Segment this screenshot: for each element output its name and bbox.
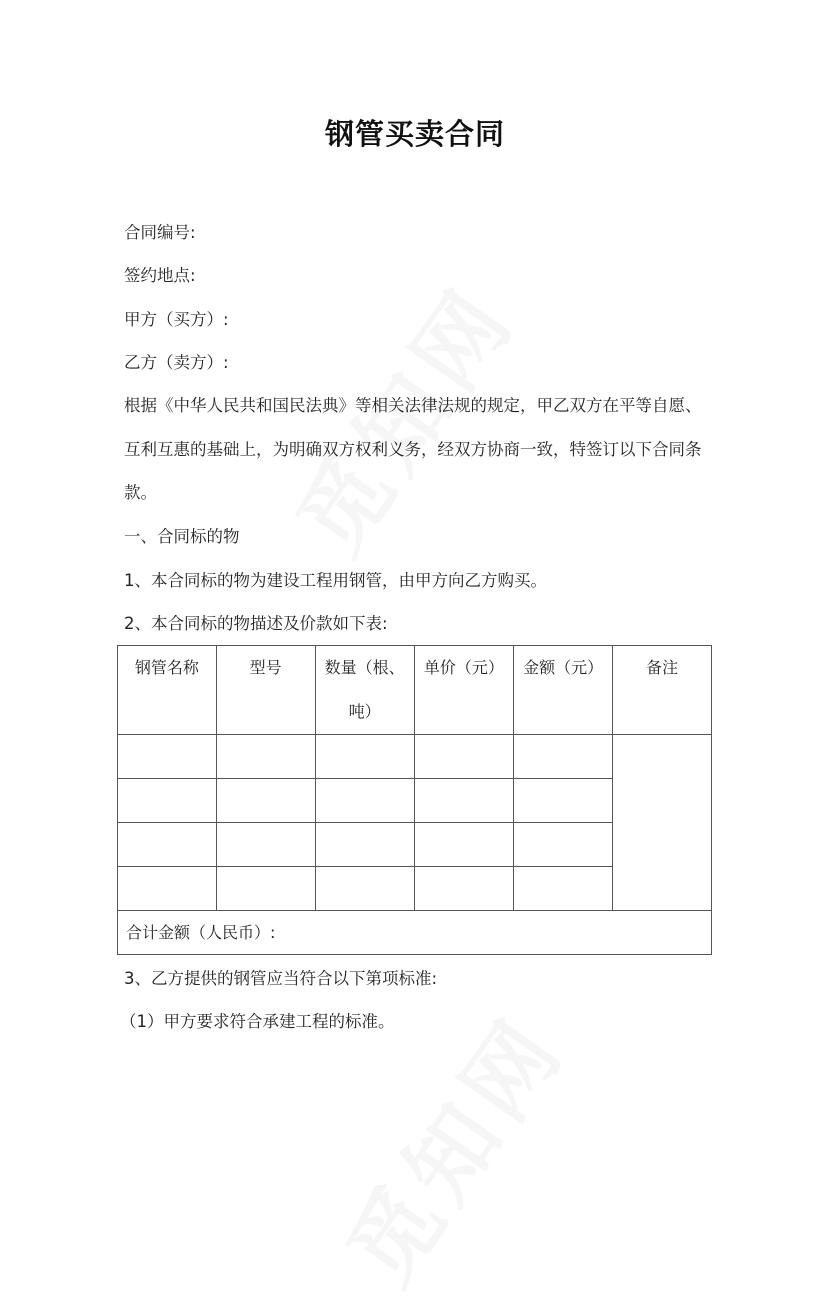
cell bbox=[513, 823, 612, 867]
header-text: 钢管名称 bbox=[134, 658, 199, 677]
total-amount-label: 合计金额（人民币）: bbox=[118, 911, 712, 955]
cell bbox=[315, 779, 414, 823]
cell bbox=[216, 779, 315, 823]
cell bbox=[315, 823, 414, 867]
cell bbox=[315, 867, 414, 911]
cell bbox=[216, 735, 315, 779]
cell bbox=[513, 867, 612, 911]
header-cell bbox=[118, 646, 217, 735]
header-text: 型号 bbox=[249, 658, 282, 677]
goods-table bbox=[117, 645, 712, 955]
party-b-field: 乙方（卖方）: bbox=[124, 353, 229, 372]
clause-2: 2、本合同标的物描述及价款如下表: bbox=[124, 614, 388, 633]
header-cell bbox=[513, 646, 612, 735]
total-row bbox=[118, 911, 712, 955]
header-cell bbox=[216, 646, 315, 735]
preamble-line: 款。 bbox=[124, 483, 157, 502]
clause-3-1: （1）甲方要求符合承建工程的标准。 bbox=[120, 1012, 395, 1031]
cell bbox=[118, 823, 217, 867]
cell bbox=[216, 823, 315, 867]
clause-1: 1、本合同标的物为建设工程用钢管，由甲方向乙方购买。 bbox=[124, 571, 547, 590]
header-text: 吨） bbox=[348, 702, 381, 721]
preamble-line: 互利互惠的基础上，为明确双方权利义务，经双方协商一致，特签订以下合同条 bbox=[124, 440, 702, 459]
cell bbox=[118, 779, 217, 823]
clause-3: 3、乙方提供的钢管应当符合以下第项标准: bbox=[124, 969, 438, 988]
preamble-line: 根据《中华人民共和国民法典》等相关法律法规的规定，甲乙双方在平等自愿、 bbox=[124, 396, 702, 415]
cell bbox=[513, 779, 612, 823]
document-title: 钢管买卖合同 bbox=[324, 117, 505, 151]
cell bbox=[216, 867, 315, 911]
header-text: 备注 bbox=[646, 658, 679, 677]
header-text: 金额（元） bbox=[523, 658, 604, 677]
cell bbox=[315, 735, 414, 779]
cell bbox=[414, 823, 513, 867]
cell bbox=[118, 867, 217, 911]
cell bbox=[414, 867, 513, 911]
header-text: 数量（根、 bbox=[324, 658, 405, 677]
cell bbox=[414, 779, 513, 823]
cell bbox=[513, 735, 612, 779]
header-text: 单价（元） bbox=[423, 658, 504, 677]
contract-number-field: 合同编号: bbox=[124, 223, 196, 242]
header-cell bbox=[414, 646, 513, 735]
signing-place-field: 签约地点: bbox=[124, 266, 196, 285]
table-header-row bbox=[118, 646, 712, 735]
header-cell bbox=[315, 646, 414, 735]
cell bbox=[414, 735, 513, 779]
cell bbox=[118, 735, 217, 779]
party-a-field: 甲方（买方）: bbox=[124, 310, 229, 329]
remarks-cell bbox=[613, 735, 712, 911]
table-row bbox=[118, 735, 712, 779]
header-cell bbox=[613, 646, 712, 735]
section-heading: 一、合同标的物 bbox=[124, 527, 240, 546]
